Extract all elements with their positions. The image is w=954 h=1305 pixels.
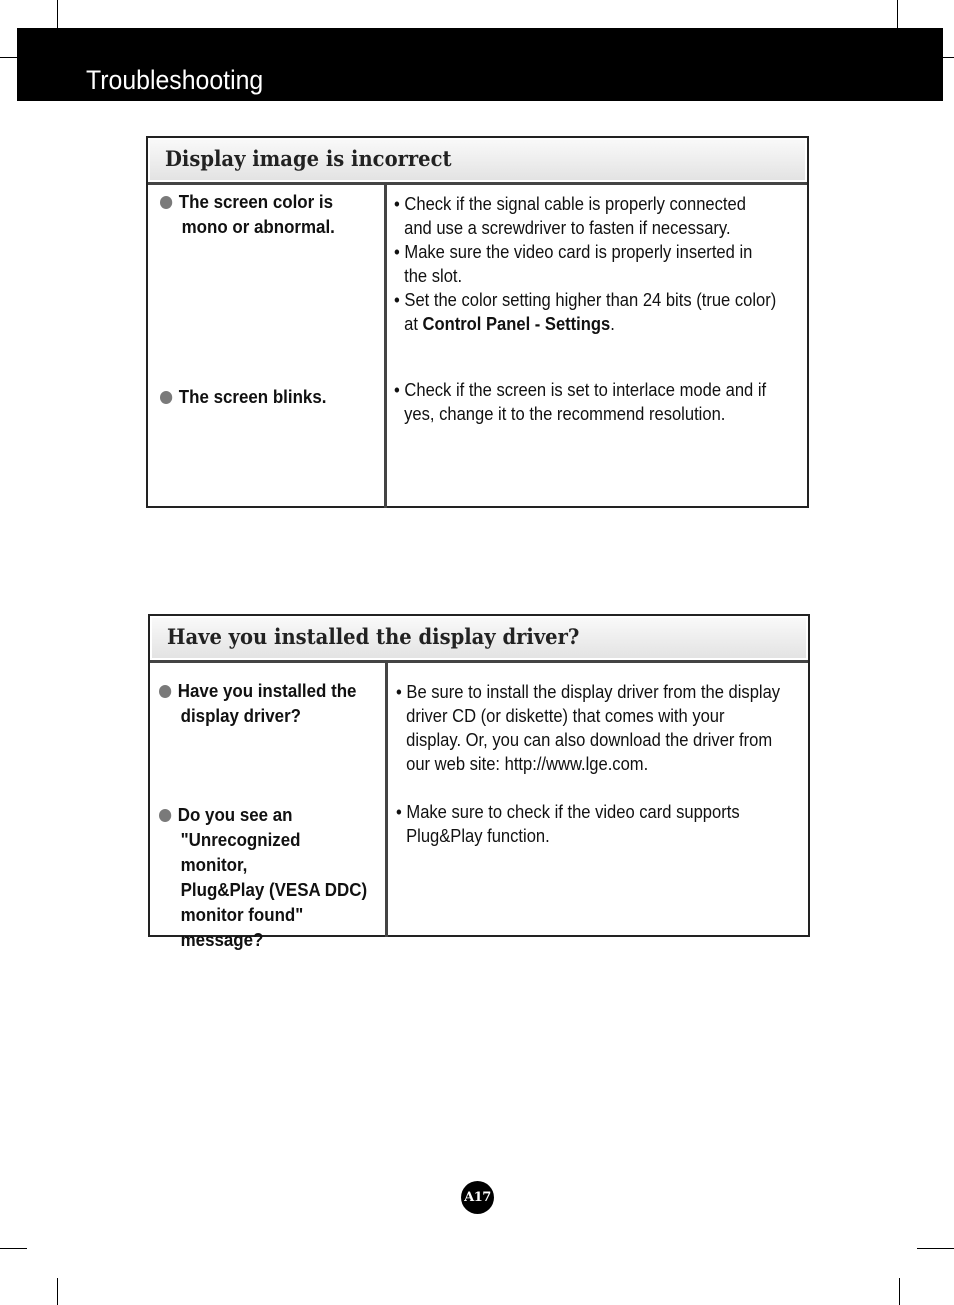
solution-list <box>394 378 766 426</box>
symptom-item <box>160 190 367 240</box>
solution-list <box>394 192 776 336</box>
crop-mark <box>899 1278 900 1305</box>
symptom-text: Do you see an <box>177 805 293 825</box>
solution-text: • Make sure to check if the video card supports <box>396 802 740 822</box>
crop-mark <box>943 57 954 58</box>
section-display-driver <box>148 614 810 950</box>
solution-text: yes, change it to the recommend resolution. <box>404 404 726 424</box>
symptom-text: Have you installed the <box>177 681 357 701</box>
solution-text: • Check if the signal cable is properly connected <box>394 194 746 214</box>
bullet-dot-icon <box>159 809 171 822</box>
solution-text: • Make sure the video card is properly inserted in <box>394 242 753 262</box>
crop-mark <box>0 57 17 58</box>
crop-mark <box>897 0 898 28</box>
column-divider <box>385 661 388 937</box>
bullet-dot-icon <box>160 391 172 404</box>
symptom-text: monitor found" <box>180 905 304 925</box>
symptom-text: "Unrecognized monitor, <box>180 830 301 875</box>
section-heading: Have you installed the display driver? <box>167 624 580 649</box>
section-heading-bar <box>148 138 807 185</box>
section-heading: Display image is incorrect <box>165 146 452 171</box>
symptom-item <box>160 385 367 410</box>
symptom-item <box>159 803 371 953</box>
solution-list <box>396 680 780 776</box>
crop-mark <box>0 1248 27 1249</box>
crop-mark <box>917 1248 954 1249</box>
solution-text: display. Or, you can also download the driver from <box>406 730 773 750</box>
control-panel-settings-text: Control Panel - Settings <box>422 314 611 334</box>
bullet-dot-icon <box>160 196 172 209</box>
solution-list <box>396 800 740 848</box>
solution-text: driver CD (or diskette) that comes with your <box>406 706 725 726</box>
symptom-text: The screen color is <box>178 192 334 212</box>
crop-mark <box>57 1278 58 1305</box>
symptom-text: message? <box>180 930 264 950</box>
symptom-item <box>159 679 368 729</box>
solution-text: • Be sure to install the display driver from the display <box>396 682 781 702</box>
solution-text: and use a screwdriver to fasten if necessary. <box>404 218 731 238</box>
page-title: Troubleshooting <box>86 65 264 95</box>
symptom-text: Plug&Play (VESA DDC) <box>180 880 368 900</box>
bullet-dot-icon <box>159 685 171 698</box>
solution-text: at Control Panel - Settings. <box>404 314 615 334</box>
column-divider <box>384 183 387 508</box>
page-number-badge: A17 <box>461 1181 494 1214</box>
solution-text: • Check if the screen is set to interlace mode and if <box>394 380 767 400</box>
solution-text: • Set the color setting higher than 24 bits (true color) <box>394 290 777 310</box>
symptom-text: display driver? <box>180 706 301 726</box>
symptom-text: The screen blinks. <box>178 387 327 407</box>
crop-mark <box>57 0 58 28</box>
section-display-image <box>146 136 809 508</box>
symptom-text: mono or abnormal. <box>181 217 335 237</box>
solution-text: the slot. <box>404 266 463 286</box>
solution-text: Plug&Play function. <box>406 826 550 846</box>
solution-text: our web site: http://www.lge.com. <box>406 754 649 774</box>
section-heading-bar <box>150 616 808 663</box>
